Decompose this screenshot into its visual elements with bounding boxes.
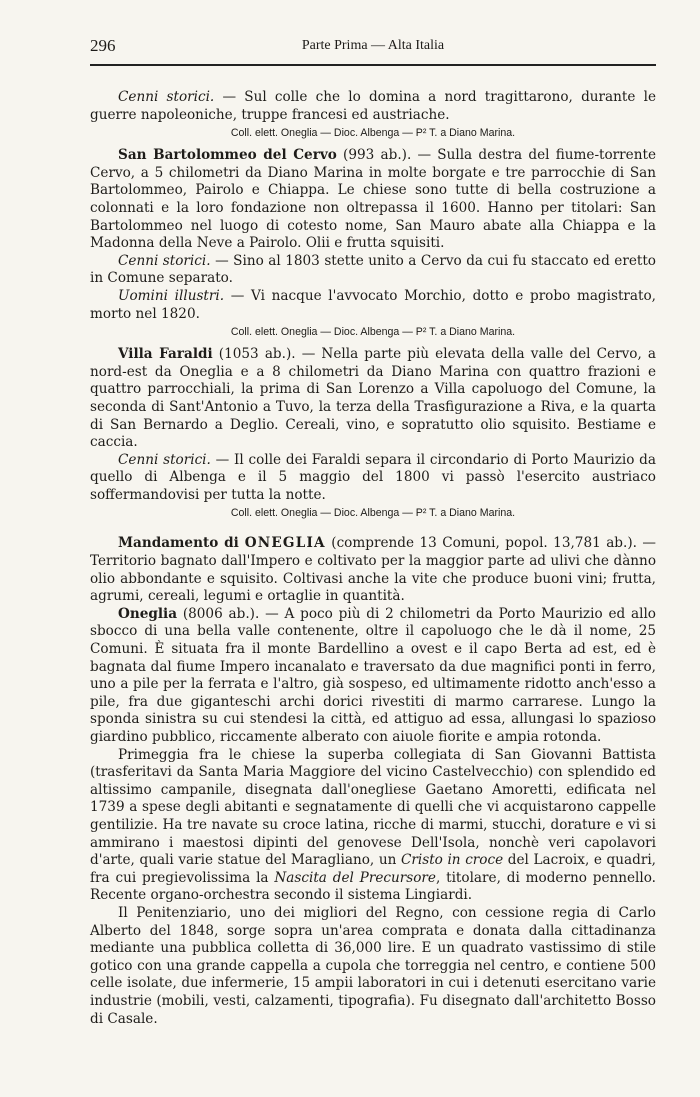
electoral-note: Coll. elett. Oneglia — Dioc. Albenga — P² T. a Diano Marina. <box>230 127 516 140</box>
paragraph <box>90 606 656 747</box>
paragraph <box>90 905 656 1028</box>
running-head: Parte Prima — Alta Italia <box>301 38 445 53</box>
entry-title: Oneglia <box>118 605 178 622</box>
paragraph-text: (1053 ab.). — Nella parte più elevata della valle del Cervo, a nord-est da Oneglia e a 8 chilometri da Diano Marina con quattro frazioni e quattro parrocchiali, la prima di San Lorenzo a Villa capoluogo del Comune, la seconda di Sant'Antonio a Tuvo, la terza della Trasfigurazione a Riva, e la quarta di San Bernardo a Deglio. Cereali, vino, e sopratutto olio squisito. Bestiame e caccia. <box>90 346 657 451</box>
section-gap <box>90 527 656 535</box>
entry-title: San Bartolommeo del Cervo <box>118 147 337 164</box>
electoral-note: Coll. elett. Oneglia — Dioc. Albenga — P² T. a Diano Marina. <box>230 326 516 339</box>
header-rule <box>90 64 656 66</box>
paragraph-text: , titolare, di moderno pennello. Recente organo-orchestra secondo il sistema Lingiardi. <box>90 869 657 904</box>
body-text <box>90 89 656 1028</box>
artwork-title: Nascita del Precursore <box>274 869 436 886</box>
paragraph-text: — Vi nacque l'avvocato Morchio, dotto e probo magistrato, morto nel 1820. <box>90 287 656 322</box>
paragraph-text: (993 ab.). — Sulla destra del fiume-torrente Cervo, a 5 chilometri da Diano Marina in molte borgate e tre parrocchie di San Bartolommeo, Pairolo e Chiappa. Le chiese sono tutte di bella costruzione a colonnati e la loro fondazione non oltrepassa il 1600. Hanno per titolari: San Bartolommeo nel luogo di cotesto nome, San Mauro abate alla Chiappa e la Madonna della Neve a Pairolo. Olii e frutta squisiti. <box>90 147 656 252</box>
paragraph <box>90 346 656 452</box>
paragraph <box>90 89 656 124</box>
electoral-note: Coll. elett. Oneglia — Dioc. Albenga — P² T. a Diano Marina. <box>230 507 516 520</box>
italic-heading: Cenni storici. <box>118 252 211 269</box>
italic-heading: Cenni storici. <box>118 451 211 468</box>
paragraph-text: (comprende 13 Comuni, popol. 13,781 ab.). — Territorio bagnato dall'Impero e coltivato per la maggior parte ad ulivi che dànno olio abbondante e squisito. Coltivasi anche la vite che produce buoni vini; frutta, agrumi, cereali, legumi e ortaglie in quantità. <box>90 535 656 605</box>
paragraph-text: Primeggia fra le chiese la superba collegiata di San Giovanni Battista (trasferitavi da Santa Maria Maggiore del vicino Castelvecchio) con splendido ed altissimo campanile, disegnata dall'onegliese Gaetano Amoretti, edificata nel 1739 a spese degli abitanti e segnatamente di quelli che vi acquistarono cappelle gentilizie. Ha tre navate su croce latina, ricche di marmi, stucchi, dorature e vi si ammirano i maestosi dipinti del genovese Dell'Isola, nonchè veri capolavori d'arte, quali varie statue del Maragliano, un <box>90 746 656 869</box>
paragraph <box>90 452 656 505</box>
paragraph-text: — Sul colle che lo domina a nord tragittarono, durante le guerre napoleoniche, truppe francesi ed austriache. <box>90 89 656 123</box>
paragraph <box>90 147 656 253</box>
paragraph <box>90 747 656 905</box>
paragraph-text: — Il colle dei Faraldi separa il circondario di Porto Maurizio da quello di Albenga e il 5 maggio del 1800 vi passò l'esercito austriaco soffermandovisi per tutta la notte. <box>90 451 656 503</box>
section-title-town: ONEGLIA <box>244 535 326 552</box>
paragraph-text: — Sino al 1803 stette unito a Cervo da cui fu staccato ed eretto in Comune separato. <box>90 252 656 287</box>
italic-heading: Uomini illustri. <box>118 287 225 304</box>
artwork-title: Cristo in croce <box>400 852 504 869</box>
italic-heading: Cenni storici. <box>118 89 215 105</box>
paragraph <box>90 253 656 288</box>
page-number: 296 <box>90 36 116 55</box>
entry-title: Villa Faraldi <box>118 346 213 363</box>
page-header <box>90 36 656 60</box>
paragraph-text: del Lacroix, e quadri, fra cui pregievolissima la <box>90 852 656 886</box>
paragraph <box>90 288 656 323</box>
paragraph <box>90 535 656 605</box>
paragraph-text: Il Penitenziario, uno dei migliori del Regno, con cessione regia di Carlo Alberto del 1848, sorge sopra un'area comprata e donata dalla cittadinanza mediante una pubblica colletta di 36,000 lire. E un quadrato vastissimo di stile gotico con una grande cappella a cupola che torreggia nel centro, e contiene 500 celle isolate, due infermerie, 15 ampii laboratori in cui i detenuti esercitano varie industrie (mobili, vesti, calzamenti, tipografia). Fu disegnato dall'architetto Bosso di Casale. <box>90 904 656 1027</box>
section-title: Mandamento di <box>118 535 245 552</box>
paragraph-text: (8006 ab.). — A poco più di 2 chilometri da Porto Maurizio ed allo sbocco di una bella valle contenente, oltre il capoluogo che le dà il nome, 25 Comuni. È situata fra il monte Bardellino a ovest e il capo Berta ad est, ed è bagnata dal fiume Impero incanalato e traversato da due magnifici ponti in ferro, uno a pile per la ferrata e l'altro, già sospeso, ed ultimamente ridotto anch'esso a pile, fra due giganteschi archi dorici rivestiti di marmo carrarese. Lungo la sponda sinistra su cui stendesi la città, ed attiguo ad essa, allungasi lo spazioso giardino pubblico, riccamente alberato con aiuole fiorite e ampia rotonda. <box>90 605 656 745</box>
